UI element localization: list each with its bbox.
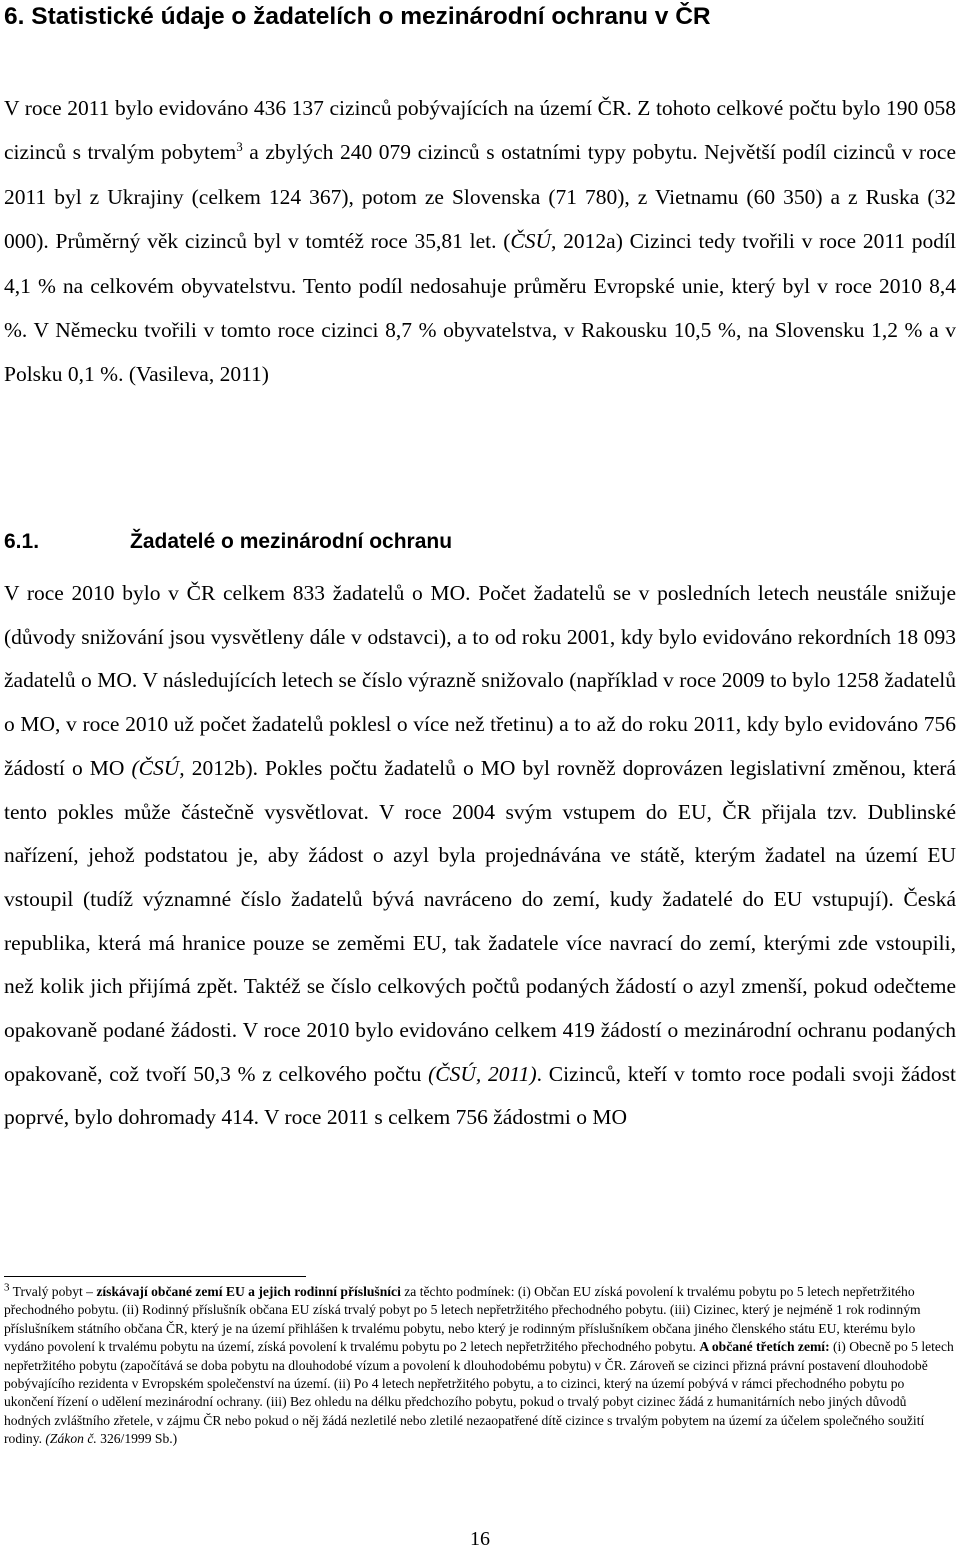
text-run: V roce 2011 bylo evidováno 436 137 cizinců pobývajících na území ČR. Z tohoto celkové počtu bylo 190 058 cizinců s trvalým pobytem [4,96,956,165]
citation: (ČSÚ, 2011) [428,1061,537,1086]
footnote-separator [4,1276,306,1277]
text-run: 2012b). Pokles počtu žadatelů o MO byl rovněž doprovázen legislativní změnou, která tento pokles může částečně vysvětlovat. V roce 2004 svým vstupem do EU, ČR přijala tzv. Dublinské nařízení, jehož podstatou je, aby žádost o azyl byla projednávána ve státě, kterým žadatel na území EU vstoupil (tudíž významné číslo žadatelů bývá navráceno do zemí, kudy žadatelé do EU vstupují). Česká republika, která má hranice pouze se zeměmi EU, tak žadatele více navrací do zemí, kterými zde vstoupili, než kolik jich přijímá zpět. Taktéž se číslo celkových počtů podaných žádostí o azyl zmenší, pokud odečteme opakovaně podané žádosti. V roce 2010 bylo evidováno celkem 419 žádostí o mezinárodní ochranu podaných opakovaně, což tvoří 50,3 % z celkového počtu [4,755,956,1086]
bold-text: získávají občané zemí EU a jejich rodinní příslušníci [96,1284,401,1299]
subsection-number: 6.1. [4,530,40,553]
paragraph-applicants [4,572,956,1140]
text-run: za těchto podmínek: (i) Občan EU získá povolení k trvalému pobytu po 5 letech nepřetržitého přechodného pobytu. (ii) Rodinný příslušník občana EU získá trvalý pobyt po 5 letech nepřetržitého přechodného pobytu. (iii) Cizinec, který je nejméně 1 rok rodinným příslušníkem státního občana ČR, který je na území přihlášen k trvalému pobytu, nebo který je rodinným příslušníkem občana jiného členského státu EU, kterému bylo vydáno povolení k trvalému pobytu na území, získá povolení k trvalému pobytu po 2 letech nepřetržitého přechodného pobytu. [4,1284,921,1355]
page-number: 16 [470,1528,490,1550]
text-run: (i) Obecně po 5 letech nepřetržitého pobytu (započítává se doba pobytu na dlouhodobé vízum a povolení k dlouhodobému pobytu) v ČR. Zároveň se cizinci přizná právní postavení dlouhodobě pobývajícího rezidenta v Evropském společenství na území. (ii) Po 4 letech nepřetržitého pobytu, a to cizinci, který na území pobývá v rámci přechodného pobytu po ukončení řízení o udělení mezinárodní ochrany. (iii) Bez ohledu na délku předchozího pobytu, pokud o trvalý pobyt cizinec žádá z humanitárních nebo jiných důvodů hodných zvláštního zřetele, v zájmu ČR nebo pokud o něj žádá nezletilé nebo zletilé nezaopatřené dítě cizince s trvalým pobytem na území za účelem společného soužití rodiny. [4,1339,954,1447]
footnote [4,1283,956,1449]
bold-text: A občané třetích zemí: [699,1339,830,1355]
subsection-title: Žadatelé o mezinárodní ochranu [130,530,453,553]
citation: (ČSÚ, [131,755,185,780]
text-run: . Cizinců, kteří v tomto roce podali svoji žádost poprvé, bylo dohromady 414. V roce 2011 s celkem 756 žádostmi o MO [4,1061,957,1130]
text-run: 326/1999 Sb.) [96,1431,178,1447]
footnote-reference[interactable]: 3 [236,139,243,155]
section-heading: 6. Statistické údaje o žadatelích o mezinárodní ochranu v ČR [4,3,711,30]
text-run: , 2012a) Cizinci tedy tvořili v roce 2011 podíl 4,1 % na celkovém obyvatelstvu. Tento podíl nedosahuje průměru Evropské unie, který byl v roce 2010 8,4 %. V Německu tvořili v tomto roce cizinci 8,7 % obyvatelstva, v Rakousku 10,5 %, na Slovensku 1,2 % a v Polsku 0,1 %. (Vasileva, 2011) [4,229,956,387]
citation: ČSÚ [510,229,552,254]
text-run: V roce 2010 bylo v ČR celkem 833 žadatelů o MO. Počet žadatelů se v posledních letech neustále snižuje (důvody snižování jsou vysvětleny dále v odstavci), a to od roku 2001, kdy bylo evidováno rekordních 18 093 žadatelů o MO. V následujících letech se číslo výrazně snižovalo (například v roce 2009 to bylo 1258 žadatelů o MO, v roce 2010 už počet žadatelů poklesl o více než třetinu) a to až do roku 2011, kdy bylo evidováno 756 žádostí o MO [4,581,956,780]
citation: (Zákon č. [45,1431,97,1447]
paragraph-foreign-residents [4,86,956,397]
text-run: Trvalý pobyt – [9,1284,97,1299]
text-run: a zbylých 240 079 cizinců s ostatními typy pobytu. Největší podíl cizinců v roce 2011 byl z Ukrajiny (celkem 124 367), potom ze Slovenska (71 780), z Vietnamu (60 350) a z Ruska (32 000). Průměrný věk cizinců byl v tomtéž roce 35,81 let. ( [4,140,956,254]
footnote-number: 3 [4,1281,10,1294]
subsection-heading [4,528,452,556]
